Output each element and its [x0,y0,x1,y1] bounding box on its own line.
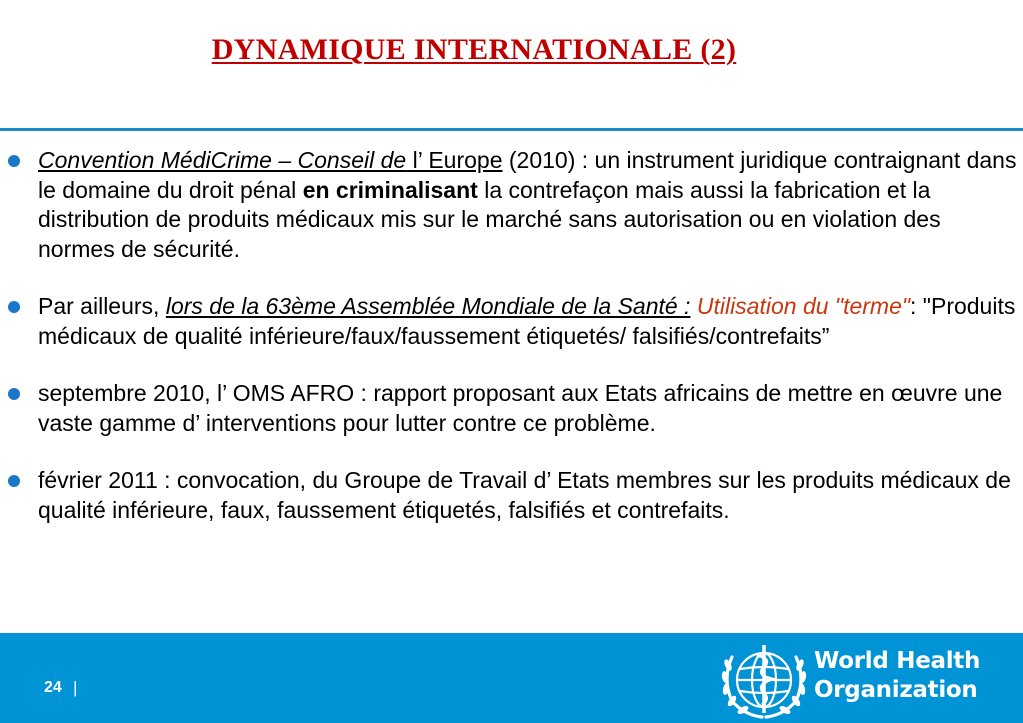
bullet-icon [8,388,20,400]
bullet-item-oms-afro [0,379,1023,438]
assemblee-link: lors de la 63ème Assemblée Mondiale de la Santé : [165,293,691,319]
page-separator: | [73,678,78,697]
bullet-item-medicrime [0,146,1023,264]
slide-footer [0,633,1023,723]
groupe-travail-text: février 2011 : convocation, du Groupe de Travail d’ Etats membres sur les produits médicaux de qualité inférieure, faux, faussement étiquetés, falsifiés et contrefaits. [38,467,1011,523]
header-divider [0,128,1023,131]
assemblee-term-label: Utilisation du "terme" [690,293,911,319]
who-wordmark-line2: Organization [814,677,978,703]
who-emblem-icon [716,639,812,721]
oms-afro-text: septembre 2010, l’ OMS AFRO : rapport proposant aux Etats africains de mettre en œuvre une vaste gamme d’ interventions pour lutter contre ce problème. [38,380,1003,436]
who-wordmark-line1: World Health [814,648,981,674]
page-number: 24 [44,679,62,696]
medicrime-convention-link: Convention MédiCrime – Conseil de [38,147,407,173]
bullet-icon [8,475,20,487]
assemblee-intro: Par ailleurs, [38,293,166,319]
bullet-item-groupe-travail [0,466,1023,525]
slide-content [0,146,1023,553]
medicrime-description-end: la contrefaçon mais aussi la fabrication et la distribution de produits médicaux mis sur le marché sans autorisation ou en violation des normes de sécurité. [38,176,941,262]
assemblee-term-text: : "Produits médicaux de qualité inférieure/faux/faussement étiquetés/ falsifiés/contrefaits” [38,293,1016,349]
slide-title [0,33,948,67]
bullet-icon [8,301,20,313]
medicrime-europe-text: l’ Europe [406,147,503,173]
bullet-item-assemblee [0,292,1023,351]
medicrime-description: (2010) : un instrument juridique contraignant dans le domaine du droit pénal [38,147,1017,203]
who-wordmark [814,647,980,705]
bullet-icon [8,155,20,167]
medicrime-emphasis: en criminalisant [302,176,478,203]
slide-title-text: DYNAMIQUE INTERNATIONALE (2) [211,33,737,66]
